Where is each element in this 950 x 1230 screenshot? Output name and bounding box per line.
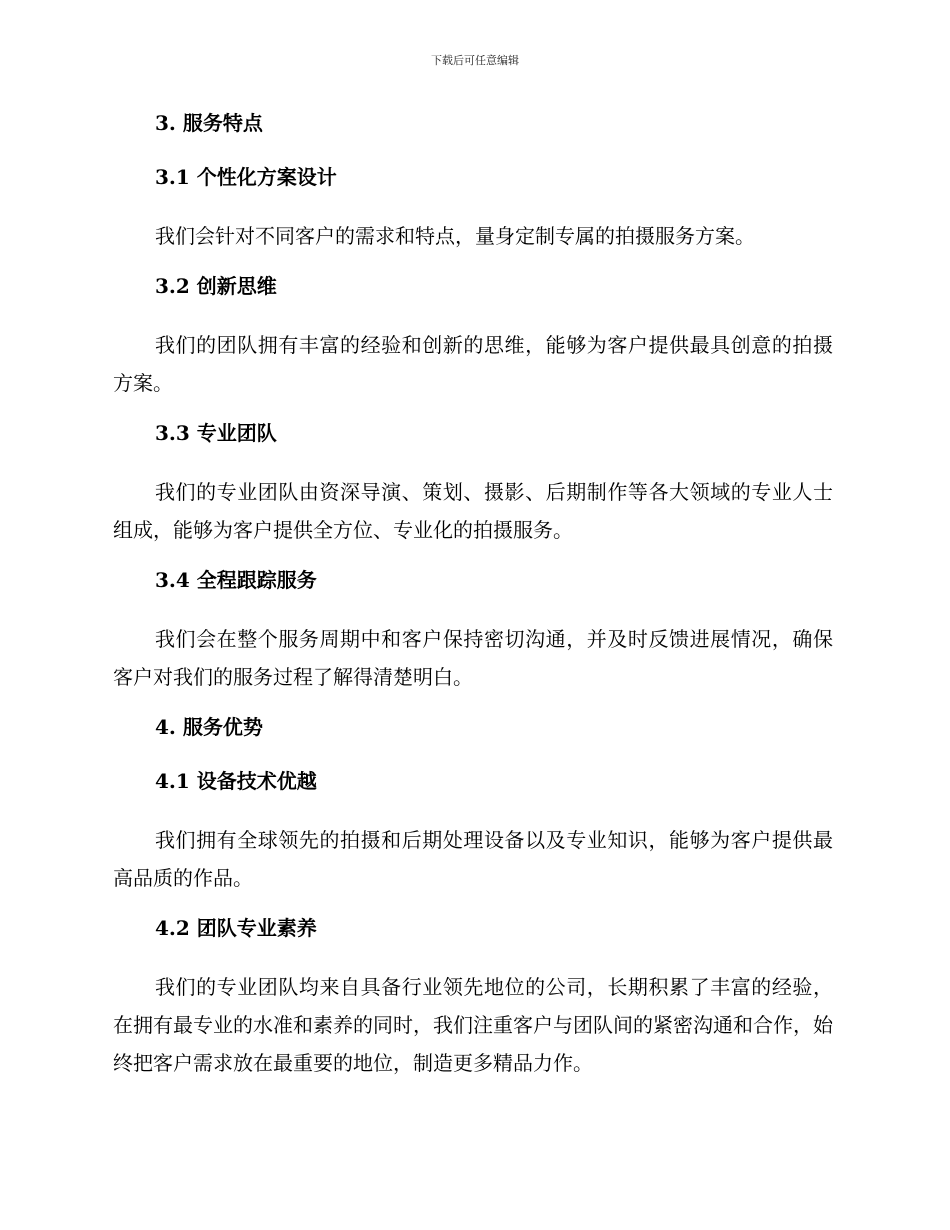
section-4-1-paragraph: 我们拥有全球领先的拍摄和后期处理设备以及专业知识，能够为客户提供最高品质的作品。 xyxy=(113,828,833,890)
section-4-2-heading: 4.2 团队专业素养 xyxy=(155,916,317,940)
section-3-4-paragraph: 我们会在整个服务周期中和客户保持密切沟通，并及时反馈进展情况，确保客户对我们的服务过程了解得清楚明白。 xyxy=(113,627,833,689)
header-note: 下载后可任意编辑 xyxy=(431,54,519,67)
section-4-1-heading: 4.1 设备技术优越 xyxy=(155,769,317,793)
section-3-2-heading: 3.2 创新思维 xyxy=(155,274,277,298)
section-3-4-heading: 3.4 全程跟踪服务 xyxy=(155,568,317,592)
document-body xyxy=(113,109,833,1082)
section-4-2-paragraph: 我们的专业团队均来自具备行业领先地位的公司，长期积累了丰富的经验，在拥有最专业的水准和素养的同时，我们注重客户与团队间的紧密沟通和合作，始终把客户需求放在最重要的地位，制造更多精品力作。 xyxy=(113,975,833,1075)
section-3-1-paragraph: 我们会针对不同客户的需求和特点，量身定制专属的拍摄服务方案。 xyxy=(155,224,755,248)
section-3-2-paragraph: 我们的团队拥有丰富的经验和创新的思维，能够为客户提供最具创意的拍摄方案。 xyxy=(113,333,833,395)
section-3-3-paragraph: 我们的专业团队由资深导演、策划、摄影、后期制作等各大领域的专业人士组成，能够为客户提供全方位、专业化的拍摄服务。 xyxy=(113,480,833,542)
section-3-3-heading: 3.3 专业团队 xyxy=(155,421,277,445)
section-3-1-heading: 3.1 个性化方案设计 xyxy=(155,165,337,189)
section-3-heading: 3. 服务特点 xyxy=(155,111,263,135)
section-4-heading: 4. 服务优势 xyxy=(155,715,263,739)
